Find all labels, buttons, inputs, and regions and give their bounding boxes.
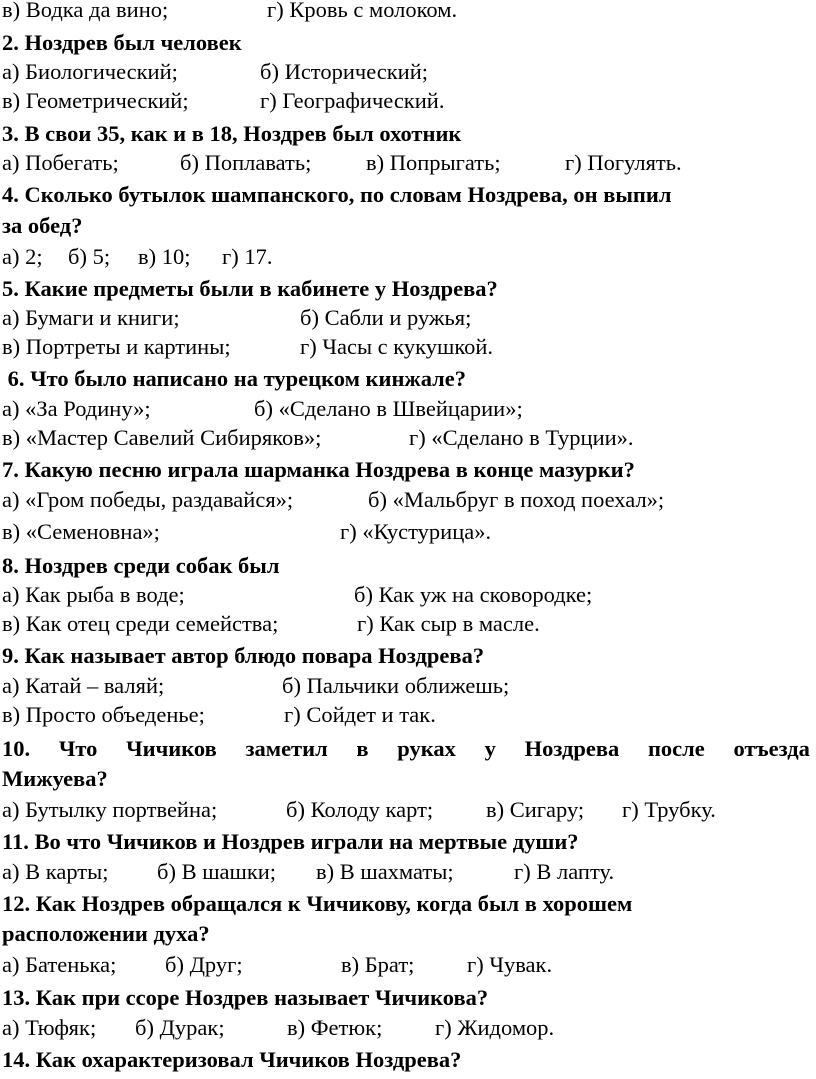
answer-option: б) Исторический; [260, 59, 428, 84]
answer-option: в) Попрыгать; [366, 150, 501, 175]
question-word: заметил [245, 736, 328, 761]
answer-option: г) Географический. [260, 88, 445, 113]
answer-option: б) Поплавать; [180, 150, 312, 175]
answer-options-line [2, 796, 814, 824]
answer-option: г) Погулять. [565, 150, 682, 175]
question-word: после [647, 736, 705, 761]
answer-option: в) 10; [138, 244, 191, 269]
answer-options-line [2, 87, 814, 115]
answer-option: б) Друг; [165, 952, 243, 977]
answer-option: в) Как отец среди семейства; [2, 611, 279, 636]
question-word: Чичиков [126, 736, 217, 761]
question-word: Ноздрева [524, 736, 620, 761]
answer-option: в) В шахматы; [316, 859, 454, 884]
answer-option: в) Геометрический; [2, 88, 189, 113]
question-word: отъезда [733, 736, 810, 761]
answer-options-line [2, 0, 814, 24]
question-line: 5. Какие предметы были в кабинете у Ноздрева? [2, 276, 498, 301]
answer-option: б) 5; [68, 244, 111, 269]
answer-options-line [2, 672, 814, 700]
answer-option: а) Бумаги и книги; [2, 305, 180, 330]
answer-option: а) Тюфяк; [2, 1015, 97, 1040]
answer-options-line [2, 1014, 814, 1042]
answer-options-line [2, 395, 814, 423]
question-word: у [484, 736, 496, 761]
answer-option: в) Просто объеденье; [2, 702, 205, 727]
question-line: 2. Ноздрев был человек [2, 30, 242, 55]
answer-options-line [2, 701, 814, 729]
answer-option: б) Пальчики оближешь; [282, 673, 510, 698]
answer-option: в) Сигару; [486, 797, 585, 822]
answer-options-line [2, 486, 814, 514]
question-line: 9. Как называет автор блюдо повара Ноздрева? [2, 643, 485, 668]
question-line: 8. Ноздрев среди собак был [2, 553, 280, 578]
answer-option: а) 2; [2, 244, 43, 269]
answer-option: в) «Семеновна»; [2, 519, 160, 544]
answer-options-line [2, 610, 814, 638]
answer-option: а) «Гром победы, раздавайся»; [2, 487, 294, 512]
answer-option: г) Чувак. [467, 952, 553, 977]
question-line: Мижуева? [2, 766, 108, 791]
question-line: 11. Во что Чичиков и Ноздрев играли на мертвые души? [2, 829, 579, 854]
answer-option: г) «Кустурица». [340, 519, 492, 544]
answer-option: г) Трубку. [622, 797, 716, 822]
answer-option: г) Сойдет и так. [284, 702, 436, 727]
question-line: 12. Как Ноздрев обращался к Чичикову, когда был в хорошем [2, 891, 633, 916]
answer-options-line [2, 951, 814, 979]
answer-option: г) «Сделано в Турции». [409, 425, 634, 450]
answer-option: б) «Сделано в Швейцарии»; [254, 396, 523, 421]
answer-option: в) Фетюк; [287, 1015, 383, 1040]
answer-options-line [2, 581, 814, 609]
answer-options-line [2, 58, 814, 86]
answer-option: а) Биологический; [2, 59, 178, 84]
answer-option: а) Бутылку портвейна; [2, 797, 218, 822]
question-line: 7. Какую песню играла шарманка Ноздрева в конце мазурки? [2, 457, 635, 482]
answer-options-line [2, 518, 814, 546]
answer-option: б) Колоду карт; [286, 797, 434, 822]
answer-option: б) В шашки; [157, 859, 277, 884]
answer-option: а) Как рыба в воде; [2, 582, 185, 607]
answer-option: в) Портреты и картины; [2, 334, 231, 359]
answer-option: в) Водка да вино; [2, 0, 169, 22]
answer-option: а) Катай – валяй; [2, 673, 165, 698]
question-line [2, 735, 810, 763]
answer-option: а) Батенька; [2, 952, 117, 977]
answer-option: а) В карты; [2, 859, 109, 884]
answer-option: б) Сабли и ружья; [300, 305, 472, 330]
answer-options-line [2, 304, 814, 332]
answer-option: в) Брат; [341, 952, 415, 977]
question-word: руках [397, 736, 456, 761]
question-line: 3. В свои 35, как и в 18, Ноздрев был охотник [2, 121, 462, 146]
answer-options-line [2, 243, 814, 271]
question-word: Что [58, 736, 98, 761]
answer-option: б) Дурак; [135, 1015, 225, 1040]
question-word: 10. [2, 736, 31, 761]
question-word: в [356, 736, 369, 761]
answer-option: а) «За Родину»; [2, 396, 151, 421]
question-line: 14. Как охарактеризовал Чичиков Ноздрева? [2, 1047, 462, 1072]
answer-option: г) Как сыр в масле. [357, 611, 540, 636]
answer-option: в) «Мастер Савелий Сибиряков»; [2, 425, 322, 450]
answer-options-line [2, 858, 814, 886]
answer-options-line [2, 424, 814, 452]
answer-option: а) Побегать; [2, 150, 119, 175]
answer-option: г) В лапту. [514, 859, 615, 884]
answer-options-line [2, 149, 814, 177]
answer-option: г) Часы с кукушкой. [300, 334, 494, 359]
answer-option: г) 17. [222, 244, 273, 269]
answer-option: б) Как уж на сковородке; [354, 582, 593, 607]
answer-option: б) «Мальбруг в поход поехал»; [368, 487, 665, 512]
question-line: расположении духа? [2, 921, 210, 946]
answer-option: г) Жидомор. [435, 1015, 555, 1040]
question-line: 6. Что было написано на турецком кинжале? [2, 366, 467, 391]
answer-option: г) Кровь с молоком. [267, 0, 458, 22]
question-line: 13. Как при ссоре Ноздрев называет Чичикова? [2, 985, 489, 1010]
question-line: за обед? [2, 213, 83, 238]
question-line: 4. Сколько бутылок шампанского, по словам Ноздрева, он выпил [2, 182, 672, 207]
answer-options-line [2, 333, 814, 361]
